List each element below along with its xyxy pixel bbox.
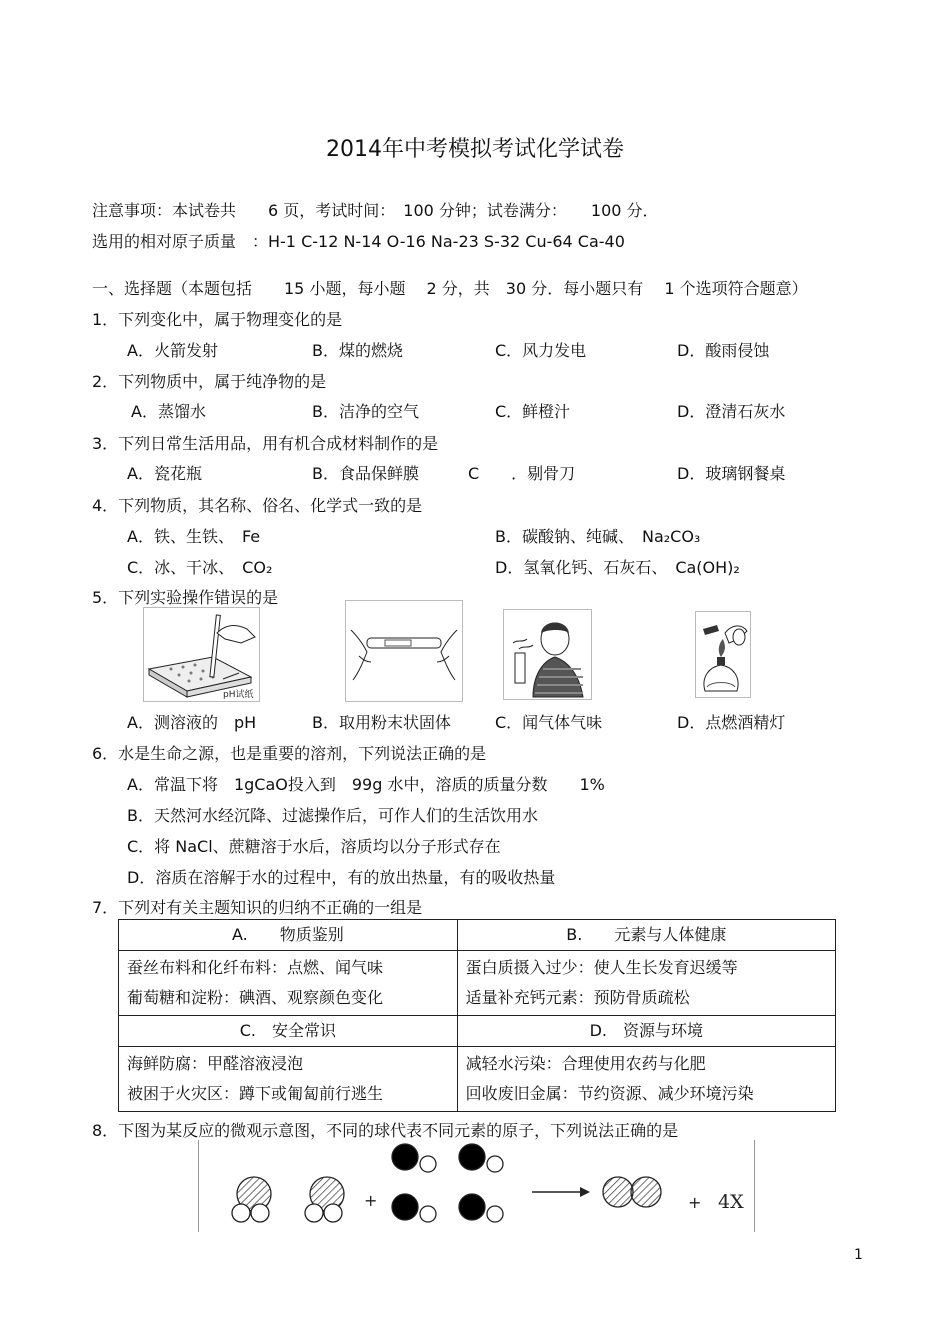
table-cell-d-line-1: 减轻水污染：合理使用农药与化肥 xyxy=(465,1054,706,1073)
question-6-option-d: D．溶质在溶解于水的过程中，有的放出热量，有的吸收热量 xyxy=(127,868,556,887)
knowledge-table xyxy=(118,919,836,1112)
question-8-stem: 8．下图为某反应的微观示意图，不同的球代表不同元素的原子，下列说法正确的是 xyxy=(92,1121,679,1140)
question-5-option-b: B．取用粉末状固体 xyxy=(312,713,451,732)
table-cell-d-line-2: 回收废旧金属：节约资源、减少环境污染 xyxy=(465,1084,754,1103)
question-5-option-c: C．闻气体气味 xyxy=(495,713,603,732)
alcohol-lamp-illustration xyxy=(695,611,751,698)
table-cell-c-line-1: 海鲜防腐：甲醛溶液浸泡 xyxy=(127,1054,304,1073)
section-heading: 一、选择题（本题包括 15 小题，每小题 2 分，共 30 分．每小题只有 1 个选项符合题意） xyxy=(92,279,808,298)
ph-test-illustration xyxy=(143,607,260,702)
question-6-option-a: A．常温下将 1gCaO投入到 99g 水中，溶质的质量分数 1% xyxy=(127,775,605,794)
reactant-molecule-2 xyxy=(305,1177,344,1222)
question-6-option-c: C．将 NaCl、蔗糖溶于水后，溶质均以分子形式存在 xyxy=(127,837,501,856)
question-6-stem: 6．水是生命之源，也是重要的溶剂，下列说法正确的是 xyxy=(92,744,487,763)
notice-line-2: 选用的相对原子质量 ：H-1 C-12 N-14 O-16 Na-23 S-32 Cu-64 Ca-40 xyxy=(92,232,625,251)
question-2-stem: 2．下列物质中，属于纯净物的是 xyxy=(92,372,327,391)
smell-gas-illustration xyxy=(503,609,592,700)
page-title: 2014年中考模拟考试化学试卷 xyxy=(326,137,624,162)
question-1-option-c: C．风力发电 xyxy=(495,341,587,360)
table-cell-c-line-2: 被困于火灾区：蹲下或匍匐前行逃生 xyxy=(127,1084,384,1103)
table-header-b: B. 元素与人体健康 xyxy=(457,920,835,951)
question-4-option-a: A．铁、生铁、 Fe xyxy=(127,527,261,546)
reactant-molecule-1 xyxy=(232,1177,271,1222)
plus-sign-1: + xyxy=(364,1191,378,1210)
question-3-option-c: C ．剔骨刀 xyxy=(468,464,576,483)
table-cell-b-line-2: 适量补充钙元素：预防骨质疏松 xyxy=(465,988,690,1007)
question-5-stem: 5．下列实验操作错误的是 xyxy=(92,588,279,607)
ph-paper-label: pH试纸 xyxy=(223,690,254,700)
question-2-option-a: A．蒸馏水 xyxy=(131,402,206,421)
question-4-option-c: C．冰、干冰、 CO₂ xyxy=(127,558,273,577)
product-4x-label: 4X xyxy=(718,1191,744,1213)
question-2-option-c: C．鲜橙汁 xyxy=(495,402,571,421)
question-1-option-b: B．煤的燃烧 xyxy=(312,341,403,360)
question-1-stem: 1．下列变化中，属于物理变化的是 xyxy=(92,310,343,329)
table-cell-c xyxy=(119,1047,458,1112)
table-header-d: D. 资源与环境 xyxy=(457,1016,835,1047)
table-cell-a xyxy=(119,951,458,1016)
question-3-option-a: A．瓷花瓶 xyxy=(127,464,202,483)
question-1-option-d: D．酸雨侵蚀 xyxy=(677,341,770,360)
plus-sign-2: + xyxy=(688,1193,702,1212)
reactant-black-molecules xyxy=(392,1144,503,1222)
table-cell-a-line-2: 葡萄糖和淀粉：碘酒、观察颜色变化 xyxy=(127,988,384,1007)
table-cell-b xyxy=(457,951,835,1016)
table-header-c: C. 安全常识 xyxy=(119,1016,458,1047)
question-3-option-b: B．食品保鲜膜 xyxy=(312,464,419,483)
question-5-option-d: D．点燃酒精灯 xyxy=(677,713,786,732)
question-5-option-a: A．测溶液的 pH xyxy=(127,713,257,732)
question-1-option-a: A．火箭发射 xyxy=(127,341,218,360)
page-number: 1 xyxy=(854,1247,863,1263)
question-2-option-b: B．洁净的空气 xyxy=(312,402,419,421)
table-cell-a-line-1: 蚕丝布料和化纤布料：点燃、闻气味 xyxy=(127,958,384,977)
question-7-stem: 7．下列对有关主题知识的归纳不正确的一组是 xyxy=(92,898,423,917)
reaction-diagram xyxy=(198,1140,755,1232)
question-4-option-d: D．氢氧化钙、石灰石、 Ca(OH)₂ xyxy=(495,558,740,577)
question-4-stem: 4．下列物质，其名称、俗名、化学式一致的是 xyxy=(92,496,423,515)
table-cell-b-line-1: 蛋白质摄入过少：使人生长发育迟缓等 xyxy=(465,958,738,977)
question-2-option-d: D．澄清石灰水 xyxy=(677,402,786,421)
question-6-option-b: B．天然河水经沉降、过滤操作后，可作人们的生活饮用水 xyxy=(127,806,538,825)
notice-line-1: 注意事项：本试卷共 6 页，考试时间： 100 分钟；试卷满分： 100 分． xyxy=(92,201,659,220)
table-cell-d xyxy=(457,1047,835,1112)
product-molecule xyxy=(603,1177,661,1207)
question-3-stem: 3．下列日常生活用品，用有机合成材料制作的是 xyxy=(92,434,439,453)
reaction-arrow xyxy=(532,1187,590,1197)
question-4-option-b: B．碳酸钠、纯碱、 Na₂CO₃ xyxy=(495,527,701,546)
question-3-option-d: D．玻璃钢餐桌 xyxy=(677,464,786,483)
table-header-a: A. 物质鉴别 xyxy=(119,920,458,951)
powder-tube-illustration xyxy=(345,600,463,702)
